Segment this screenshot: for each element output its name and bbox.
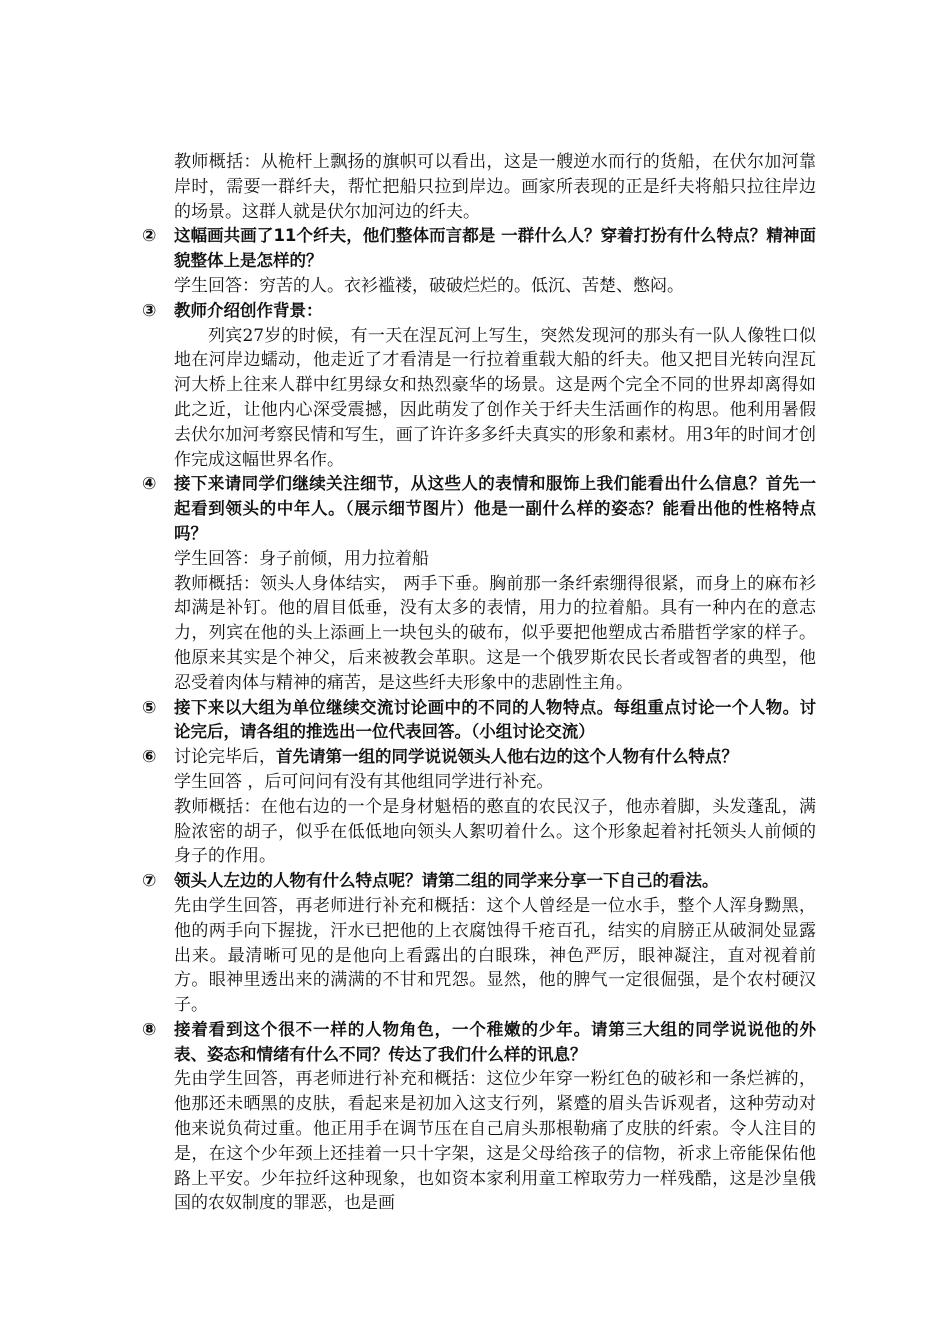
item-number: ⑥ bbox=[142, 747, 157, 768]
teacher-summary: 教师概括：从桅杆上飘扬的旗帜可以看出，这是一艘逆水而行的货船，在伏尔加河靠岸时，需要一群纤夫，帮忙把船只拉到岸边。画家所表现的正是纤夫将船只拉往岸边的场景。这群人就是伏尔加河边的纤夫。 bbox=[174, 152, 816, 222]
question-text: 接着看到这个很不一样的人物角色，一个稚嫩的少年。请第三大组的同学说说他的外表、姿态和情绪有什么不同？传达了我们什么样的讯息？ bbox=[174, 1019, 816, 1064]
answer-summary: 先由学生回答，再老师进行补充和概括：这个人曾经是一位水手，整个人浑身黝黑，他的两手向下握拢，汗水已把他的上衣腐蚀得千疮百孔，结实的肩膀正从破洞处显露出来。最清晰可见的是他向上看露出的白眼珠，神色严厉，眼神凝注，直对视着前方。眼神里透出来的满满的不甘和咒怨。显然，他的脾气一定很倔强，是个农村硬汉子。 bbox=[174, 895, 816, 1016]
item-number: ③ bbox=[142, 300, 157, 321]
item-number: ⑧ bbox=[142, 1019, 157, 1040]
item-number: ② bbox=[142, 226, 157, 247]
background-paragraph: 列宾27岁的时候，有一天在涅瓦河上写生，突然发现河的那头有一队人像牲口似地在河岸边蠕动，他走近了才看清是一行拉着重载大船的纤夫。他又把目光转向涅瓦河大桥上往来人群中红男绿女和热烈豪华的场景。这是两个完全不同的世界却离得如此之近，让他内心深受震撼，因此萌发了创作关于纤夫生活画作的构思。他利用暑假去伏尔加河考察民情和写生，画了许许多多纤夫真实的形象和素材。用3年的时间才创作完成这幅世界名作。 bbox=[174, 325, 816, 470]
answer-summary: 先由学生回答，再老师进行补充和概括：这位少年穿一粉红色的破衫和一条烂裤的，他那还未晒黑的皮肤，看起来是初加入这支行列，紧蹙的眉头告诉观者，这种劳动对他来说负荷过重。他正用手在调节压在自己肩头那根勒痛了皮肤的纤索。令人注目的是，在这个少年颈上还挂着一只十字架，这是父母给孩子的信物，祈求上帝能保佑他路上平安。少年拉纤这种现象，也如资本家利用童工榨取劳力一样残酷，这是沙皇俄国的农奴制度的罪恶，也是画 bbox=[174, 1069, 816, 1214]
list-item-8 bbox=[140, 1018, 816, 1216]
list-item-6 bbox=[140, 745, 816, 869]
list-item-2 bbox=[140, 224, 816, 298]
intro-paragraph bbox=[140, 150, 816, 224]
list-item-3 bbox=[140, 299, 816, 473]
lesson-content bbox=[140, 150, 816, 1216]
question-line bbox=[174, 745, 816, 770]
teacher-summary: 教师概括：领头人身体结实， 两手下垂。胸前那一条纤索绷得很紧，而身上的麻布衫却满是补钉。他的眉目低垂，没有太多的表情，用力的拉着船。具有一种内在的意志力，列宾在他的头上添画上一块包头的破布，似乎要把他塑成古希腊哲学家的样子。他原来其实是个神父，后来被教会革职。这是一个俄罗斯农民长者或智者的典型，他忍受着肉体与精神的痛苦，是这些纤夫形象中的悲剧性主角。 bbox=[174, 573, 816, 693]
question-text: 首先请第一组的同学说说领头人他右边的这个人物有什么特点？ bbox=[276, 747, 738, 767]
list-item-5 bbox=[140, 696, 816, 746]
teacher-summary: 教师概括：在他右边的一个是身材魁梧的憨直的农民汉子，他赤着脚，头发蓬乱，满脸浓密的胡子，似乎在低低地向领头人絮叨着什么。这个形象起着衬托领头人前倾的身子的作用。 bbox=[174, 796, 816, 867]
question-text: 接下来请同学们继续关注细节，从这些人的表情和服饰上我们能看出什么信息？首先一起看到领头的中年人。（展示细节图片）他是一副什么样的姿态？能看出他的性格特点吗？ bbox=[174, 474, 816, 543]
student-answer: 学生回答 ，后可问问有没有其他组同学进行补充。 bbox=[174, 771, 554, 792]
question-lead: 讨论完毕后， bbox=[174, 747, 276, 768]
list-item-7 bbox=[140, 869, 816, 1018]
student-answer: 学生回答：身子前倾，用力拉着船 bbox=[174, 548, 429, 569]
list-item-4 bbox=[140, 472, 816, 695]
question-text: 教师介绍创作背景： bbox=[174, 300, 323, 320]
question-text: 这幅画共画了11个纤夫，他们整体而言都是 一群什么人？穿着打扮有什么特点？精神面貌整体上是怎样的？ bbox=[174, 226, 816, 271]
item-number: ⑦ bbox=[142, 871, 157, 892]
student-answer: 学生回答：穷苦的人。衣衫褴褛，破破烂烂的。低沉、苦楚、憋闷。 bbox=[174, 275, 684, 296]
item-number: ⑤ bbox=[142, 697, 157, 718]
item-number: ④ bbox=[142, 474, 157, 495]
question-text: 领头人左边的人物有什么特点呢？请第二组的同学来分享一下自己的看法。 bbox=[174, 871, 719, 891]
question-text: 接下来以大组为单位继续交流讨论画中的不同的人物特点。每组重点讨论一个人物。讨论完后，请各组的推选出一位代表回答。（小组讨论交流） bbox=[174, 697, 816, 742]
